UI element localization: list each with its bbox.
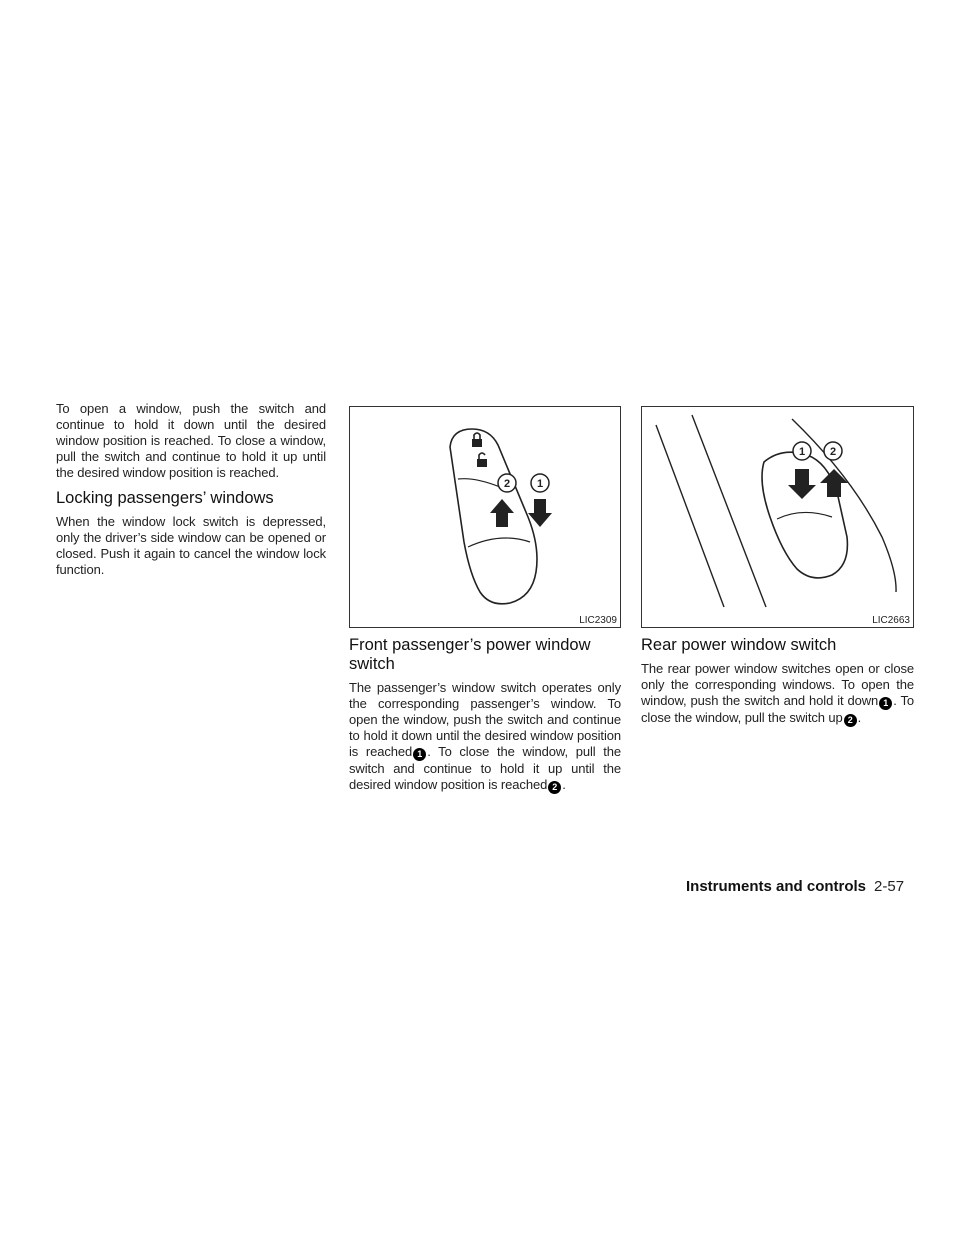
rear-switch-paragraph: [641, 661, 914, 727]
paragraph-text: .: [562, 777, 566, 792]
callout-2-badge: 2: [548, 781, 561, 794]
switch-lower-edge: [777, 512, 832, 519]
figure-code: LIC2663: [872, 615, 910, 626]
arrow-down-icon: [528, 499, 552, 527]
callout-1-label: 1: [536, 478, 544, 490]
paragraph-text: The passenger’s window switch operates only the corresponding passenger’s window. To open the window, push the switch and continue to hold it down until the desired window position is reached: [349, 680, 621, 759]
switch-lower-edge: [468, 538, 530, 547]
middle-column: [349, 406, 621, 794]
front-passenger-heading: Front passenger’s power window switch: [349, 636, 591, 673]
callout-1-label: 1: [798, 446, 806, 458]
rear-switch-heading: Rear power window switch: [641, 636, 837, 654]
section-title: Instruments and controls: [686, 878, 867, 895]
paragraph-text: . To close the window, pull the switch and continue to hold it up until the desired window position is reached: [349, 744, 622, 792]
callout-2-label: 2: [829, 446, 837, 458]
left-column: [56, 401, 326, 578]
callout-1-badge: 1: [879, 697, 892, 710]
switch-housing: [450, 429, 537, 604]
locking-windows-heading: Locking passengers’ windows: [56, 489, 274, 507]
front-passenger-paragraph: [349, 680, 621, 794]
lock-icon: [472, 433, 482, 447]
switch-divider: [458, 479, 500, 487]
front-switch-illustration: [350, 407, 620, 627]
paragraph-text: . To close the window, pull the switch up: [641, 693, 914, 725]
page-number: 2-57: [874, 878, 905, 895]
right-column: [641, 406, 914, 727]
callout-1-badge: 1: [413, 748, 426, 761]
arrow-down-icon: [788, 469, 816, 499]
rear-switch-illustration: [642, 407, 913, 627]
figure-code: LIC2309: [579, 615, 617, 626]
callout-2-label: 2: [503, 478, 511, 490]
paragraph-text: The rear power window switches open or close only the corresponding windows. To open the window, push the switch and hold it down: [641, 661, 914, 708]
door-line: [656, 425, 724, 607]
door-line: [692, 415, 766, 607]
rear-switch-figure: [641, 406, 914, 628]
arrow-up-icon: [490, 499, 514, 527]
locking-windows-paragraph: When the window lock switch is depressed, only the driver’s side window can be opened or closed. Push it again to cancel the window lock function.: [56, 514, 326, 577]
arrow-up-icon: [820, 469, 848, 497]
front-passenger-switch-figure: [349, 406, 621, 628]
unlock-icon: [477, 453, 487, 467]
intro-paragraph: To open a window, push the switch and continue to hold it down until the desired window position is reached. To close a window, pull the switch and continue to hold it up until the desired window position is reached.: [56, 401, 326, 480]
paragraph-text: .: [857, 710, 862, 725]
page-footer: [686, 877, 916, 897]
callout-2-badge: 2: [844, 714, 857, 727]
